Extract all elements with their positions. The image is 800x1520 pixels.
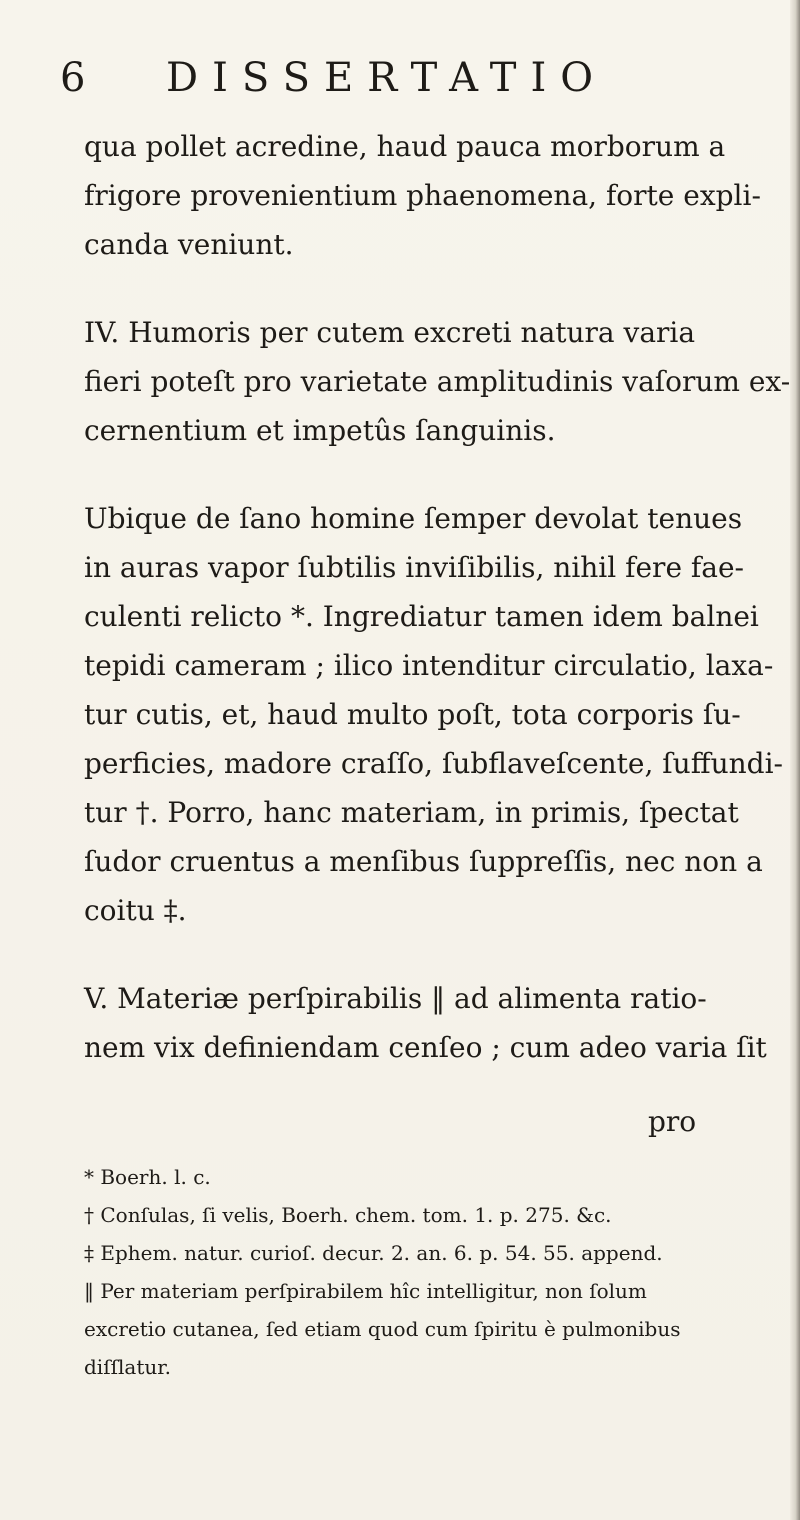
paragraph-gap bbox=[84, 269, 774, 308]
running-head: DISSERTATIO bbox=[166, 55, 608, 101]
footnote-2: † Conſulas, ſi velis, Boerh. chem. tom. 1. p. 275. &c. bbox=[84, 1203, 612, 1227]
text-line: cernentium et impetûs ſanguinis. bbox=[84, 414, 556, 447]
text-line: qua pollet acredine, haud pauca morborum a bbox=[84, 130, 726, 163]
text-line: fieri poteſt pro varietate amplitudinis vaſorum ex- bbox=[84, 365, 791, 398]
footnote-3: ‡ Ephem. natur. curioſ. decur. 2. an. 6. p. 54. 55. append. bbox=[84, 1241, 663, 1265]
text-line: culenti relicto *. Ingrediatur tamen idem balnei bbox=[84, 600, 759, 633]
footnotes bbox=[84, 1158, 774, 1386]
paragraph-gap bbox=[84, 935, 774, 974]
page-number: 6 bbox=[60, 55, 86, 101]
page-edge bbox=[790, 0, 800, 1520]
text-line: nem vix definiendam cenſeo ; cum adeo varia ſit bbox=[84, 1031, 767, 1064]
text-line: frigore provenientium phaenomena, forte expli- bbox=[84, 179, 761, 212]
paragraph-gap bbox=[84, 455, 774, 494]
text-line: tepidi cameram ; ilico intenditur circulatio, laxa- bbox=[84, 649, 774, 682]
text-line: perficies, madore craſſo, ſubflaveſcente, ſuffundi- bbox=[84, 747, 784, 780]
text-line: V. Materiæ perſpirabilis ‖ ad alimenta ratio- bbox=[84, 982, 707, 1015]
text-line: tur †. Porro, hanc materiam, in primis, ſpectat bbox=[84, 796, 739, 829]
text-line: canda veniunt. bbox=[84, 228, 294, 261]
catchword: pro bbox=[648, 1105, 697, 1138]
text-line: in auras vapor ſubtilis inviſibilis, nihil fere fae- bbox=[84, 551, 744, 584]
text-line: Ubique de ſano homine ſemper devolat tenues bbox=[84, 502, 743, 535]
footnote-4-line: diſſlatur. bbox=[84, 1355, 171, 1379]
footnote-4-line: excretio cutanea, ſed etiam quod cum ſpiritu è pulmonibus bbox=[84, 1317, 681, 1341]
text-line: coitu ‡. bbox=[84, 894, 187, 927]
page-header bbox=[60, 55, 760, 108]
footnote-1: * Boerh. l. c. bbox=[84, 1165, 211, 1189]
text-line: ſudor cruentus a menſibus ſuppreſſis, nec non a bbox=[84, 845, 763, 878]
text-line: IV. Humoris per cutem excreti natura varia bbox=[84, 316, 696, 349]
footnote-4-line: ‖ Per materiam perſpirabilem hîc intelligitur, non ſolum bbox=[84, 1279, 647, 1303]
main-text bbox=[84, 122, 791, 1072]
text-line: tur cutis, et, haud multo poſt, tota corporis ſu- bbox=[84, 698, 741, 731]
